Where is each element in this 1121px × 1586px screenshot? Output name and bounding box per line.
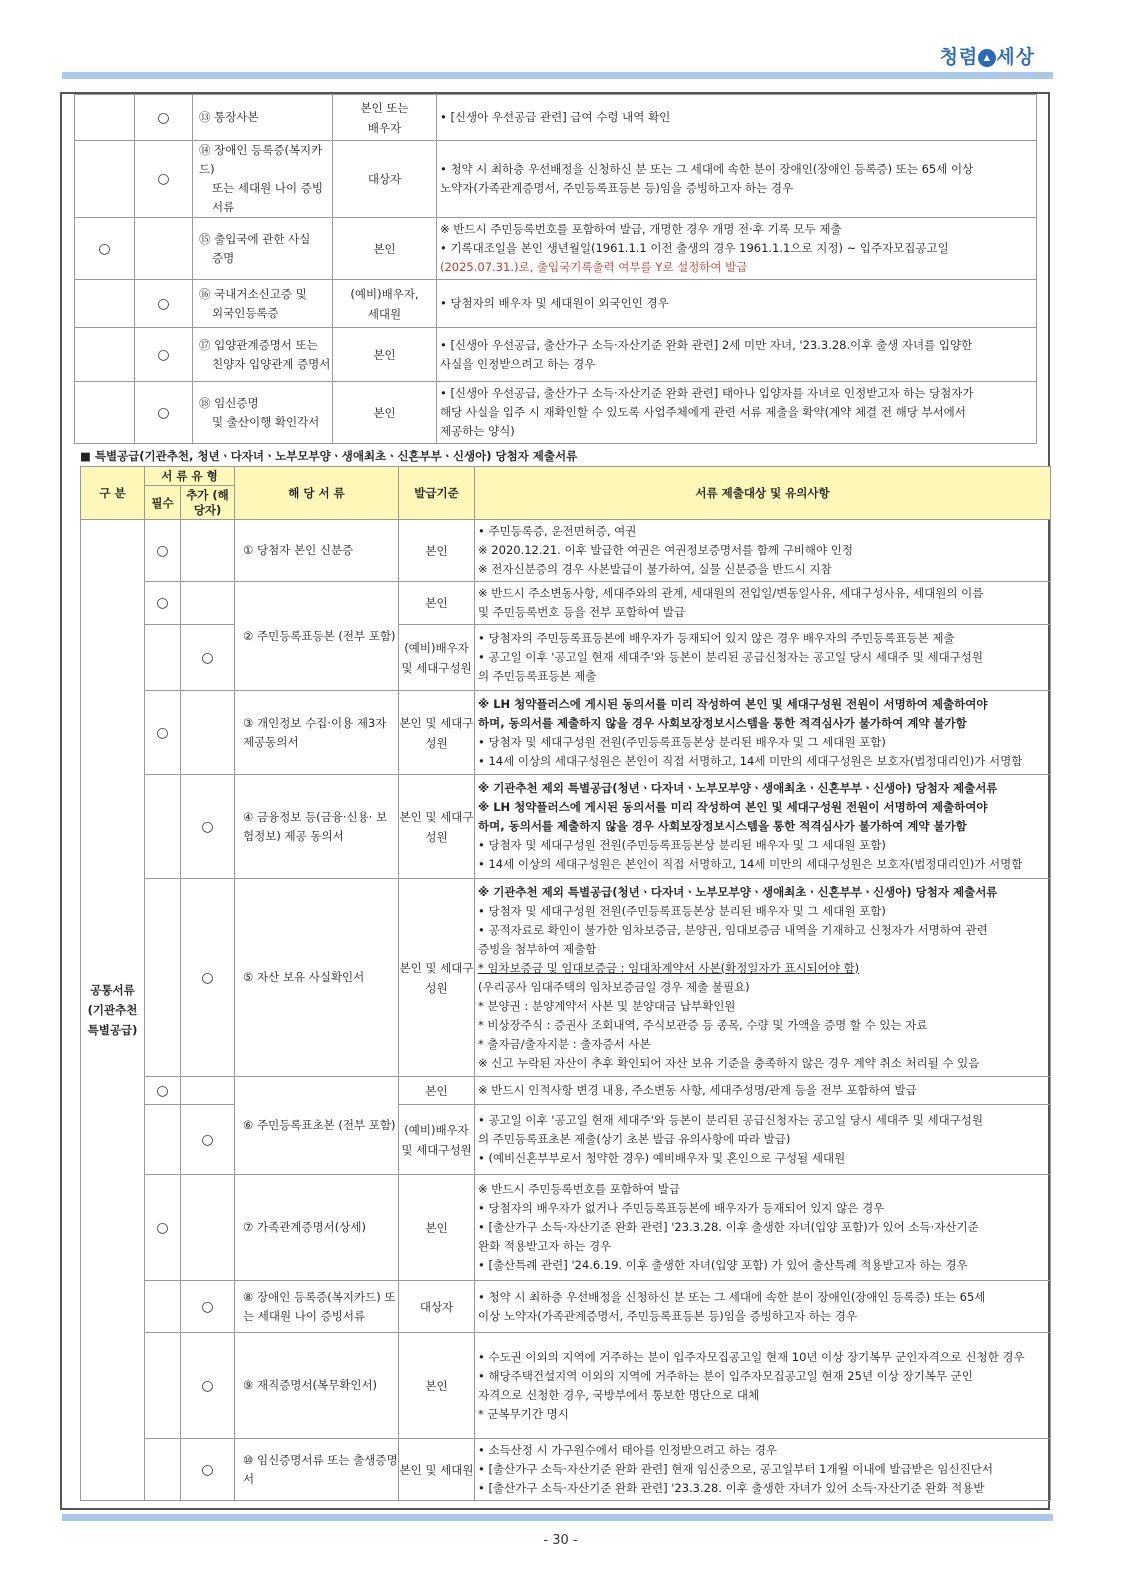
issue-basis: 본인 및 세대원 — [399, 1439, 475, 1501]
desc-line: 증빙을 첨부하여 제출함 — [478, 941, 597, 956]
table-row — [81, 1077, 1051, 1105]
doc-name: ⑥ 주민등록표초본 (전부 포함) — [235, 1077, 399, 1175]
required-mark: ○ — [145, 1175, 181, 1281]
check-col1 — [75, 328, 135, 382]
category-cell: 공통서류 (기관추천 특별공급) — [81, 520, 145, 1501]
doc-name-line: 및 출산이행 확인각서 — [212, 414, 320, 429]
required-mark — [145, 1281, 181, 1333]
header-doc: 해 당 서 류 — [235, 467, 399, 520]
doc-name-line: 친양자 입양관계 증명서 — [212, 356, 331, 371]
doc-name-line: ⑮ 출입국에 관한 사실 — [199, 231, 311, 246]
desc-line: • 수도권 이외의 지역에 거주하는 분이 입주자모집공고일 현재 10년 이상 장기복무 군인자격으로 신청한 경우 — [478, 1349, 1025, 1364]
check-col2 — [135, 218, 193, 280]
additional-mark: ○ — [181, 1333, 235, 1439]
check-col2: ○ — [135, 280, 193, 328]
additional-mark — [181, 520, 235, 582]
doc-name: ④ 금융정보 등(금융·신용· 보험정보) 제공 동의서 — [235, 775, 399, 879]
desc-line: • 14세 이상의 세대구성원은 본인이 직접 서명하고, 14세 미만의 세대구성원은 보호자(법정대리인)가 서명함 — [478, 857, 1023, 871]
issue-basis — [333, 280, 437, 328]
table-row — [75, 382, 1037, 444]
issue-basis — [333, 328, 437, 382]
additional-mark: ○ — [181, 775, 235, 879]
desc-line: • 당첨자 및 세대구성원 전원(주민등록표등본상 분리된 배우자 및 그 세대원 포함) — [478, 734, 886, 749]
basis-line: (예비)배우자, — [350, 286, 419, 301]
table-row — [81, 1333, 1051, 1439]
desc-line: 사실을 인정받으려고 하는 경우 — [440, 356, 596, 371]
required-mark: ○ — [145, 1077, 181, 1105]
additional-mark: ○ — [181, 1105, 235, 1175]
additional-mark — [181, 691, 235, 775]
basis-line: 본인 — [373, 241, 396, 256]
issue-basis: 본인 및 세대구성원 — [399, 879, 475, 1077]
doc-name — [193, 382, 333, 444]
table-row — [75, 95, 1037, 141]
required-mark: ○ — [145, 520, 181, 582]
doc-name: ⑦ 가족관계증명서(상세) — [235, 1175, 399, 1281]
check-col2: ○ — [135, 141, 193, 218]
check-col2: ○ — [135, 328, 193, 382]
issue-basis — [333, 141, 437, 218]
desc-line: ※ 반드시 인적사항 변경 내용, 주소변동 사항, 세대주성명/관계 등을 전부 포함하여 발급 — [478, 1083, 917, 1097]
doc-desc — [475, 582, 1051, 625]
additional-mark — [181, 582, 235, 625]
desc-line: • 주민등록증, 운전면허증, 여권 — [478, 524, 637, 538]
table-row — [81, 879, 1051, 1077]
desc-line: 해당 사실을 입주 시 재확인할 수 있도록 사업주체에게 관련 서류 제출을 확약(계약 체결 전 해당 부서에서 — [440, 405, 966, 419]
check-col2: ○ — [135, 95, 193, 141]
doc-name: ⑧ 장애인 등록증(복지카드) 또는 세대원 나이 증빙서류 — [235, 1281, 399, 1333]
desc-line: ※ 기관추천 제외 특별공급(청년ㆍ다자녀ㆍ노부모부양ㆍ생애최초ㆍ신혼부부ㆍ신생아) 당첨자 제출서류 — [478, 884, 998, 899]
desc-line: ※ 신고 누락된 자산이 추후 확인되어 자산 보유 기준을 충족하지 않은 경우 계약 취소 처리될 수 있음 — [478, 1055, 980, 1070]
issue-basis — [333, 382, 437, 444]
additional-mark: ○ — [181, 1281, 235, 1333]
doc-name — [193, 328, 333, 382]
desc-line: (우리공사 임대주택의 임차보증금일 경우 제출 불필요) — [478, 979, 750, 994]
desc-line: • 공적자료로 확인이 불가한 임차보증금, 분양권, 임대보증금 내역을 기재하고 신청자가 서명하여 관련 — [478, 922, 988, 937]
required-mark — [145, 625, 181, 691]
table-row — [81, 625, 1051, 691]
desc-line: • 당첨자의 배우자가 없거나 주민등록표등본에 배우자가 등재되어 있지 않은 경우 — [478, 1201, 885, 1215]
header-required: 필수 — [145, 486, 181, 520]
desc-line: * 분양권 : 분양계약서 사본 및 분양대금 납부확인원 — [478, 998, 736, 1013]
additional-mark: ○ — [181, 1439, 235, 1501]
table-row — [75, 218, 1037, 280]
issue-basis: 본인 — [399, 1333, 475, 1439]
required-mark — [145, 879, 181, 1077]
doc-name: ③ 개인정보 수집·이용 제3자 제공동의서 — [235, 691, 399, 775]
required-mark — [145, 1105, 181, 1175]
doc-desc — [475, 1439, 1051, 1501]
issue-basis: 본인 — [399, 1077, 475, 1105]
desc-line: * 비상장주식 : 증권사 조회내역, 주식보관증 등 종목, 수량 및 가액을 증명 할 수 있는 자료 — [478, 1017, 928, 1032]
check-col1 — [75, 95, 135, 141]
desc-line: 및 주민등록번호 등을 전부 포함하여 발급 — [478, 605, 686, 619]
issue-basis: 대상자 — [399, 1281, 475, 1333]
doc-name — [193, 280, 333, 328]
table-row — [81, 1281, 1051, 1333]
desc-line: • [신생아 우선공급, 출산가구 소득·자산기준 완화 관련] 태아나 입양자를 자녀로 인정받고자 하는 당첨자가 — [440, 386, 974, 400]
desc-line: • [신생아 우선공급 관련] 급여 수령 내역 확인 — [440, 110, 671, 124]
issue-basis: 본인 — [399, 1175, 475, 1281]
doc-desc — [475, 775, 1051, 879]
basis-line: 본인 — [373, 405, 396, 420]
issue-basis: 본인 및 세대구성원 — [399, 691, 475, 775]
section-title: ■ 특별공급(기관추천, 청년ㆍ다자녀ㆍ노부모부양ㆍ생애최초ㆍ신혼부부ㆍ신생아) 당첨자 제출서류 — [80, 449, 578, 463]
table-row — [75, 280, 1037, 328]
desc-line: 하며, 동의서를 제출하지 않을 경우 사회보장정보시스템을 통한 적격심사가 불가하여 계약 불가함 — [478, 819, 967, 833]
desc-line: ※ 반드시 주민등록번호를 포함하여 발급 — [478, 1182, 681, 1196]
desc-line: 노약자(가족관계증명서, 주민등록표등본 등)임을 증빙하고자 하는 경우 — [440, 181, 794, 195]
issue-basis: 본인 및 세대구성원 — [399, 775, 475, 879]
doc-name-line: 외국인등록증 — [212, 305, 279, 320]
desc-line: • 청약 시 최하층 우선배정을 신청하신 분 또는 그 세대에 속한 분이 장애인(장애인 등록증) 또는 65세 이상 — [440, 162, 974, 176]
special-supply-docs-table — [80, 466, 1051, 1501]
additional-mark — [181, 1175, 235, 1281]
desc-line: • [신생아 우선공급, 출산가구 소득·자산기준 완화 관련] 2세 미만 자녀, '23.3.28.이후 출생 자녀를 입양한 — [440, 337, 973, 352]
page-number: - 30 - — [543, 1533, 578, 1548]
issue-basis: 본인 — [399, 582, 475, 625]
desc-line: • (예비신혼부부로서 청약한 경우) 예비배우자 및 혼인으로 구성될 세대원 — [478, 1151, 846, 1165]
desc-line: ※ LH 청약플러스에 게시된 동의서를 미리 작성하여 본인 및 세대구성원 전원이 서명하여 제출하여야 — [478, 800, 988, 814]
table-row — [81, 1439, 1051, 1501]
doc-desc — [437, 141, 1037, 218]
doc-name-line: ⑬ 통장사본 — [199, 110, 259, 124]
basis-line: 세대원 — [367, 306, 402, 321]
check-col1 — [75, 382, 135, 444]
header-category: 구 분 — [81, 467, 145, 520]
issue-basis: 본인 — [399, 520, 475, 582]
required-mark — [145, 1333, 181, 1439]
doc-desc — [475, 1281, 1051, 1333]
header-additional: 추가 (해당자) — [181, 486, 235, 520]
table-row — [81, 1175, 1051, 1281]
issue-basis: (예비)배우자 및 세대구성원 — [399, 1105, 475, 1175]
desc-line: 완화 적용받고자 하는 경우 — [478, 1239, 612, 1253]
desc-line: ※ 반드시 주소변동사항, 세대주와의 관계, 세대원의 전입일/변동일사유, 세대구성사유, 세대원의 이름 — [478, 586, 984, 600]
desc-line: • 당첨자 및 세대구성원 전원(주민등록표등본상 분리된 배우자 및 그 세대원 포함) — [478, 838, 886, 852]
check-col2: ○ — [135, 382, 193, 444]
doc-desc — [475, 625, 1051, 691]
desc-line: ※ 전자신분증의 경우 사본발급이 불가하여, 실물 신분증을 반드시 지참 — [478, 562, 832, 576]
desc-line: • 청약 시 최하층 우선배정을 신청하신 분 또는 그 세대에 속한 분이 장애인(장애인 등록증) 또는 65세 — [478, 1289, 986, 1304]
issue-basis — [333, 218, 437, 280]
doc-desc — [475, 1175, 1051, 1281]
desc-line: 의 주민등록표등본 제출 — [478, 669, 597, 683]
required-mark: ○ — [145, 582, 181, 625]
basis-line: 본인 — [373, 347, 396, 362]
doc-desc — [437, 218, 1037, 280]
table-row — [75, 328, 1037, 382]
issue-basis — [333, 95, 437, 141]
doc-desc — [475, 879, 1051, 1077]
doc-name — [193, 218, 333, 280]
check-col1 — [75, 280, 135, 328]
doc-desc — [437, 382, 1037, 444]
desc-line: ※ 반드시 주민등록번호를 포함하여 발급, 개명한 경우 개명 전·후 기록 모두 제출 — [440, 222, 842, 236]
table-row — [81, 520, 1051, 582]
doc-name-line: ⑱ 임신증명 — [199, 395, 259, 410]
desc-line: * 출자금/출자지분 : 출자증서 사본 — [478, 1036, 651, 1051]
doc-name: ① 당첨자 본인 신분증 — [235, 520, 399, 582]
check-col1 — [75, 141, 135, 218]
document-frame — [60, 92, 1050, 1510]
desc-line: • 공고일 이후 '공고일 현재 세대주'와 등본이 분리된 공급신청자는 공고일 당시 세대주 및 세대구성원 — [478, 650, 983, 664]
desc-line: 자격으로 신청한 경우, 국방부에서 통보한 명단으로 대체 — [478, 1387, 760, 1402]
doc-desc — [437, 280, 1037, 328]
table-row — [81, 1105, 1051, 1175]
basis-line: 배우자 — [367, 120, 402, 135]
doc-name — [193, 141, 333, 218]
required-mark: ○ — [145, 691, 181, 775]
brand-logo: 청렴 ▲ 세상 — [939, 46, 1035, 68]
desc-line: • [출산특례 관련] '24.6.19. 이후 출생한 자녀(입양 포함) 가 있어 출산특례 적용받고자 하는 경우 — [478, 1258, 968, 1272]
header-desc: 서류 제출대상 및 유의사항 — [475, 467, 1051, 520]
additional-mark: ○ — [181, 879, 235, 1077]
check-col1: ○ — [75, 218, 135, 280]
doc-name: ⑩ 임신증명서류 또는 출생증명서 — [235, 1439, 399, 1501]
desc-line: • 당첨자의 주민등록표등본에 배우자가 등재되어 있지 않은 경우 배우자의 주민등록표등본 제출 — [478, 631, 955, 645]
desc-line: • 14세 이상의 세대구성원은 본인이 직접 서명하고, 14세 미만의 세대구성원은 보호자(법정대리인)가 서명함 — [478, 753, 1023, 768]
doc-desc — [475, 691, 1051, 775]
desc-line: • 공고일 이후 '공고일 현재 세대주'와 등본이 분리된 공급신청자는 공고일 당시 세대주 및 세대구성원 — [478, 1113, 983, 1127]
additional-mark: ○ — [181, 625, 235, 691]
continued-docs-table — [74, 94, 1037, 444]
desc-line: ※ 기관추천 제외 특별공급(청년ㆍ다자녀ㆍ노부모부양ㆍ생애최초ㆍ신혼부부ㆍ신생아) 당첨자 제출서류 — [478, 781, 998, 795]
doc-name-line: ⑰ 입양관계증명서 또는 — [199, 337, 318, 352]
desc-line: ※ LH 청약플러스에 게시된 동의서를 미리 작성하여 본인 및 세대구성원 전원이 서명하여 제출하여야 — [478, 696, 988, 711]
table-row — [81, 582, 1051, 625]
desc-line: • 해당주택건설지역 이외의 지역에 거주하는 분이 입주자모집공고일 현재 25년 이상 장기복무 군인 — [478, 1368, 973, 1383]
required-mark — [145, 1439, 181, 1501]
top-divider — [62, 72, 1053, 79]
doc-name — [193, 95, 333, 141]
desc-line: 이상 노약자(가족관계증명서, 주민등록표등본 등)임을 증빙하고자 하는 경우 — [478, 1308, 857, 1323]
desc-line: (2025.07.31.)로, 출입국기록출력 여부를 Y로 설정하여 발급 — [440, 260, 748, 274]
doc-desc — [437, 95, 1037, 141]
doc-name-line: 증명 — [212, 250, 235, 265]
desc-line: • 당첨자 및 세대구성원 전원(주민등록표등본상 분리된 배우자 및 그 세대원 포함) — [478, 903, 886, 918]
doc-name-line: ⑯ 국내거소신고증 및 — [199, 286, 307, 301]
desc-line: * 임차보증금 및 임대보증금 : 임대차계약서 사본(확정일자가 표시되어야 함) — [478, 960, 860, 975]
desc-line: • [출산가구 소득·자산기준 완화 관련] 현재 임신중으로, 공고일부터 1개월 이내에 발급받은 임신진단서 — [478, 1462, 993, 1476]
bottom-divider — [62, 1514, 1053, 1521]
doc-desc — [437, 328, 1037, 382]
desc-line: • 기록대조일을 본인 생년월일(1961.1.1 이전 출생의 경우 1961.1.1으로 지정) ~ 입주자모집공고일 — [440, 241, 949, 255]
doc-desc — [475, 1333, 1051, 1439]
table-row — [81, 691, 1051, 775]
basis-line: 대상자 — [367, 172, 402, 186]
header-basis: 발급기준 — [399, 467, 475, 520]
doc-name: ② 주민등록표등본 (전부 포함) — [235, 582, 399, 691]
basis-line: 본인 또는 — [360, 100, 409, 115]
desc-line: • 당첨자의 배우자 및 세대원이 외국인인 경우 — [440, 296, 669, 310]
desc-line: 제공하는 양식) — [440, 424, 515, 438]
table-row — [75, 141, 1037, 218]
desc-line: • [출산가구 소득·자산기준 완화 관련] '23.3.28. 이후 출생한 자녀가 있어 소득·자산기준 완화 적용받 — [478, 1481, 985, 1495]
desc-line: 하며, 동의서를 제출하지 않을 경우 사회보장정보시스템을 통한 적격심사가 불가하여 계약 불가함 — [478, 715, 967, 730]
doc-name-line: 또는 세대원 나이 증빙서류 — [212, 181, 323, 214]
desc-line: * 군복무기간 명시 — [478, 1406, 569, 1421]
header-doc-type: 서 류 유 형 — [145, 467, 235, 486]
doc-name-line: ⑭ 장애인 등록증(복지카드) — [199, 143, 323, 176]
table-row — [81, 775, 1051, 879]
desc-line: • [출산가구 소득·자산기준 완화 관련] '23.3.28. 이후 출생한 자녀(입양 포함)가 있어 소득·자산기준 — [478, 1220, 979, 1234]
doc-name: ⑨ 재직증명서(복무확인서) — [235, 1333, 399, 1439]
doc-desc — [475, 1077, 1051, 1105]
issue-basis: (예비)배우자 및 세대구성원 — [399, 625, 475, 691]
additional-mark — [181, 1077, 235, 1105]
desc-line: • 소득산정 시 가구원수에서 태아를 인정받으려고 하는 경우 — [478, 1443, 778, 1457]
doc-desc — [475, 1105, 1051, 1175]
required-mark — [145, 775, 181, 879]
doc-name: ⑤ 자산 보유 사실확인서 — [235, 879, 399, 1077]
doc-desc — [475, 520, 1051, 582]
desc-line: ※ 2020.12.21. 이후 발급한 여권은 여권정보증명서를 함께 구비해야 인정 — [478, 543, 854, 557]
desc-line: 의 주민등록표초본 제출(상기 초본 발급 유의사항에 따라 발급) — [478, 1132, 791, 1146]
